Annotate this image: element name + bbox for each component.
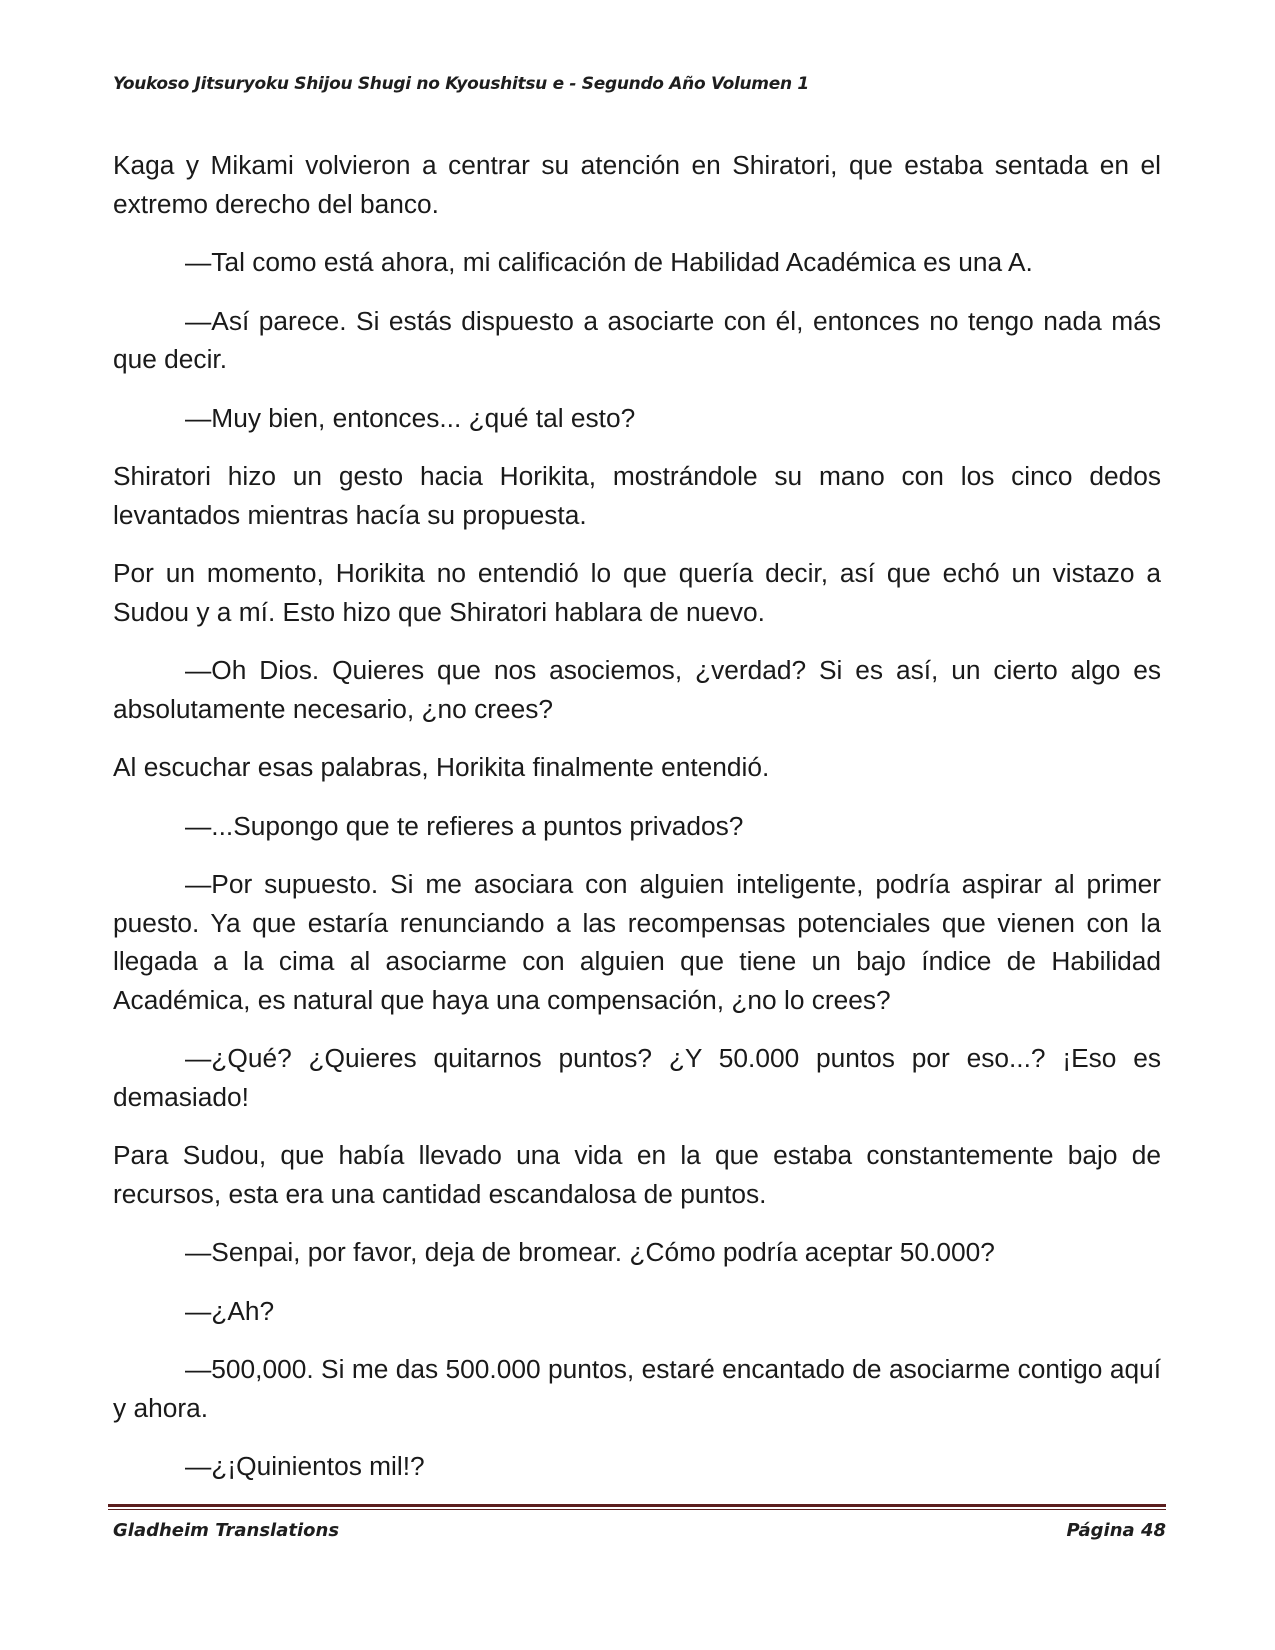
dialogue-paragraph: —...Supongo que te refieres a puntos privados? bbox=[185, 810, 744, 841]
dialogue-paragraph: —Por supuesto. Si me asociara con alguien inteligente, podría aspirar al primer puesto. Ya que estaría renunciando a las recompensas potenciales que vienen con la llegada a la cima al asociarme con alguien que tiene un bajo índice de Habilidad Académica, es natural que haya una compensación, ¿no lo crees? bbox=[113, 869, 1161, 1015]
dialogue-paragraph: —Muy bien, entonces... ¿qué tal esto? bbox=[185, 402, 636, 433]
footer-divider bbox=[108, 1504, 1166, 1510]
dialogue-paragraph: —Tal como está ahora, mi calificación de Habilidad Académica es una A. bbox=[185, 247, 1033, 277]
footer-divider-thin-line bbox=[108, 1509, 1166, 1510]
paragraph: Kaga y Mikami volvieron a centrar su atención en Shiratori, que estaba sentada en el extremo derecho del banco. bbox=[113, 150, 1161, 219]
dialogue-paragraph: —Oh Dios. Quieres que nos asociemos, ¿verdad? Si es así, un cierto algo es absolutamente necesario, ¿no crees? bbox=[113, 655, 1161, 724]
paragraph: Por un momento, Horikita no entendió lo que quería decir, así que echó un vistazo a Sudou y a mí. Esto hizo que Shiratori hablara de nuevo. bbox=[113, 558, 1161, 627]
footer-page-number: Página 48 bbox=[1066, 1520, 1166, 1541]
dialogue-paragraph: —Así parece. Si estás dispuesto a asociarte con él, entonces no tengo nada más que decir. bbox=[113, 305, 1161, 374]
paragraph: Al escuchar esas palabras, Horikita finalmente entendió. bbox=[113, 752, 770, 782]
footer-divider-thick-line bbox=[108, 1504, 1166, 1507]
body-text bbox=[113, 146, 1161, 1506]
dialogue-paragraph: —500,000. Si me das 500.000 puntos, estaré encantado de asociarme contigo aquí y ahora. bbox=[113, 1354, 1161, 1423]
dialogue-paragraph: —Senpai, por favor, deja de bromear. ¿Cómo podría aceptar 50.000? bbox=[185, 1237, 995, 1267]
dialogue-paragraph: —¿¡Quinientos mil!? bbox=[185, 1451, 425, 1481]
paragraph: Para Sudou, que había llevado una vida en la que estaba constantemente bajo de recursos, esta era una cantidad escandalosa de puntos. bbox=[113, 1140, 1161, 1209]
paragraph: Shiratori hizo un gesto hacia Horikita, mostrándole su mano con los cinco dedos levantados mientras hacía su propuesta. bbox=[113, 461, 1161, 530]
running-header: Youkoso Jitsuryoku Shijou Shugi no Kyoushitsu e - Segundo Año Volumen 1 bbox=[113, 74, 809, 94]
footer-translator-credit: Gladheim Translations bbox=[113, 1520, 340, 1541]
dialogue-paragraph: —¿Qué? ¿Quieres quitarnos puntos? ¿Y 50.000 puntos por eso...? ¡Eso es demasiado! bbox=[113, 1043, 1161, 1112]
dialogue-paragraph: —¿Ah? bbox=[185, 1295, 275, 1326]
